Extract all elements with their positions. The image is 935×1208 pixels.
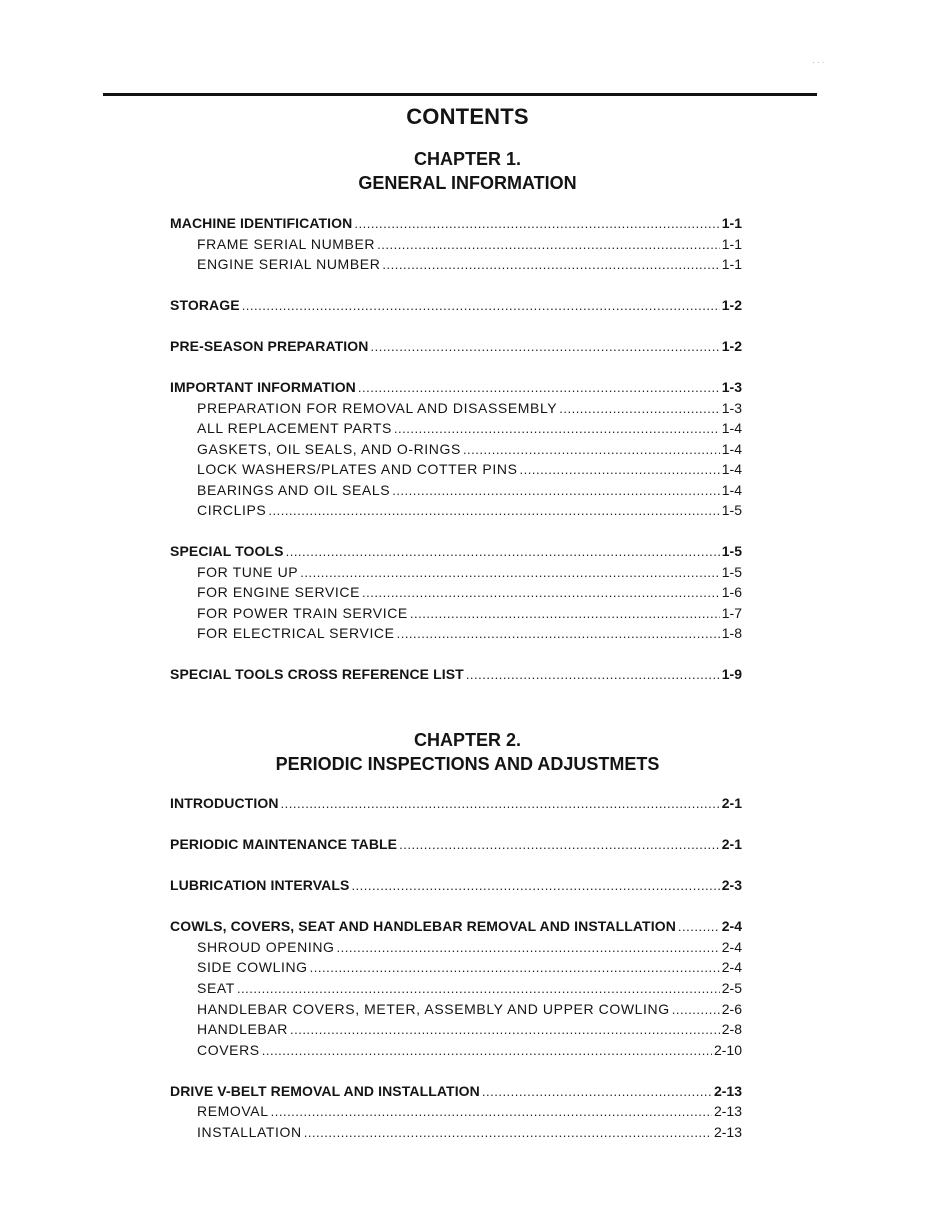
toc-entry-label: FOR ENGINE SERVICE bbox=[197, 584, 361, 600]
toc-entry-page: 1-4 bbox=[721, 461, 742, 477]
toc-entry-page: 1-2 bbox=[721, 297, 742, 313]
toc-entry-label: FRAME SERIAL NUMBER bbox=[197, 236, 376, 252]
toc-entry-page: 1-4 bbox=[721, 482, 742, 498]
toc-entry[interactable] bbox=[170, 215, 742, 235]
toc-entry[interactable] bbox=[197, 236, 742, 256]
toc-entry-label: ENGINE SERIAL NUMBER bbox=[197, 256, 381, 272]
toc-entry[interactable] bbox=[197, 461, 742, 481]
toc-entry-page: 2-6 bbox=[721, 1001, 742, 1017]
toc-entry[interactable] bbox=[170, 379, 742, 399]
leader-dots bbox=[337, 940, 720, 955]
leader-dots bbox=[268, 503, 719, 518]
leader-dots bbox=[394, 421, 720, 436]
toc-entry-label: CIRCLIPS bbox=[197, 502, 267, 518]
toc-entry-page: 2-3 bbox=[721, 877, 742, 893]
toc-entry-page: 1-4 bbox=[721, 420, 742, 436]
chapter-2-heading bbox=[0, 728, 935, 776]
toc-entry[interactable] bbox=[197, 1124, 742, 1144]
leader-dots bbox=[271, 1104, 712, 1119]
chapter-1-number: CHAPTER 1. bbox=[413, 149, 521, 169]
leader-dots bbox=[351, 878, 719, 893]
toc-entry[interactable] bbox=[197, 959, 742, 979]
toc-entry[interactable] bbox=[197, 441, 742, 461]
toc-entry-label: COWLS, COVERS, SEAT AND HANDLEBAR REMOVAL AND INSTALLATION bbox=[170, 918, 676, 934]
toc-entry-label: INSTALLATION bbox=[197, 1124, 302, 1140]
toc-entry-page: 1-3 bbox=[721, 400, 742, 416]
toc-entry-label: LOCK WASHERS/PLATES AND COTTER PINS bbox=[197, 461, 518, 477]
leader-dots bbox=[290, 1022, 720, 1037]
toc-entry[interactable] bbox=[197, 1103, 742, 1123]
toc-entry-label: FOR POWER TRAIN SERVICE bbox=[197, 605, 408, 621]
toc-entry[interactable] bbox=[197, 420, 742, 440]
toc-entry[interactable] bbox=[197, 1021, 742, 1041]
toc-entry-page: 1-5 bbox=[721, 564, 742, 580]
leader-dots bbox=[310, 960, 720, 975]
toc-entry-page: 2-1 bbox=[721, 795, 742, 811]
leader-dots bbox=[399, 837, 720, 852]
toc-entry-label: SIDE COWLING bbox=[197, 959, 308, 975]
leader-dots bbox=[672, 1002, 720, 1017]
toc-entry-page: 1-7 bbox=[721, 605, 742, 621]
leader-dots bbox=[377, 237, 720, 252]
leader-dots bbox=[242, 298, 720, 313]
toc-entry-page: 2-4 bbox=[721, 918, 742, 934]
toc-entry-label: BEARINGS AND OIL SEALS bbox=[197, 482, 391, 498]
toc-entry[interactable] bbox=[170, 877, 742, 897]
toc-entry-label: SHROUD OPENING bbox=[197, 939, 335, 955]
chapter-2-title: PERIODIC INSPECTIONS AND ADJUSTMETS bbox=[275, 754, 660, 774]
leader-dots bbox=[678, 919, 720, 934]
toc-entry-page: 2-13 bbox=[713, 1124, 742, 1140]
toc-entry-label: STORAGE bbox=[170, 297, 240, 313]
toc-entry-page: 1-3 bbox=[721, 379, 742, 395]
toc-entry-page: 2-13 bbox=[713, 1103, 742, 1119]
leader-dots bbox=[362, 585, 720, 600]
toc-entry[interactable] bbox=[197, 1001, 742, 1021]
toc-entry[interactable] bbox=[170, 338, 742, 358]
toc-entry-label: HANDLEBAR bbox=[197, 1021, 288, 1037]
toc-entry[interactable] bbox=[197, 482, 742, 502]
toc-entry-label: COVERS bbox=[197, 1042, 260, 1058]
toc-entry[interactable] bbox=[197, 625, 742, 645]
toc-entry-page: 2-1 bbox=[721, 836, 742, 852]
chapter-2-number: CHAPTER 2. bbox=[413, 730, 521, 750]
leader-dots bbox=[559, 401, 720, 416]
chapter-1-title: GENERAL INFORMATION bbox=[358, 173, 577, 193]
toc-entry[interactable] bbox=[170, 836, 742, 856]
toc-entry-label: IMPORTANT INFORMATION bbox=[170, 379, 356, 395]
toc-entry-page: 2-4 bbox=[721, 939, 742, 955]
leader-dots bbox=[466, 667, 720, 682]
leader-dots bbox=[397, 626, 720, 641]
toc-entry[interactable] bbox=[197, 584, 742, 604]
toc-entry-label: SPECIAL TOOLS bbox=[170, 543, 284, 559]
toc-entry-page: 2-13 bbox=[713, 1083, 742, 1099]
toc-entry-page: 2-10 bbox=[713, 1042, 742, 1058]
leader-dots bbox=[286, 544, 720, 559]
toc-entry[interactable] bbox=[197, 1042, 742, 1062]
leader-dots bbox=[370, 339, 719, 354]
toc-entry-label: DRIVE V-BELT REMOVAL AND INSTALLATION bbox=[170, 1083, 480, 1099]
toc-entry[interactable] bbox=[170, 297, 742, 317]
toc-entry[interactable] bbox=[197, 400, 742, 420]
page-title: CONTENTS bbox=[406, 104, 529, 129]
toc-entry[interactable] bbox=[170, 795, 742, 815]
leader-dots bbox=[354, 216, 719, 231]
toc-entry[interactable] bbox=[170, 666, 742, 686]
toc-entry-page: 1-2 bbox=[721, 338, 742, 354]
toc-entry-label: REMOVAL bbox=[197, 1103, 269, 1119]
toc-entry-page: 1-1 bbox=[721, 215, 742, 231]
toc-entry[interactable] bbox=[170, 1083, 742, 1103]
toc-entry[interactable] bbox=[170, 918, 742, 938]
leader-dots bbox=[300, 565, 720, 580]
leader-dots bbox=[262, 1043, 712, 1058]
leader-dots bbox=[482, 1084, 712, 1099]
toc-entry[interactable] bbox=[197, 502, 742, 522]
toc-entry-label: FOR TUNE UP bbox=[197, 564, 299, 580]
toc-entry[interactable] bbox=[197, 564, 742, 584]
leader-dots bbox=[358, 380, 720, 395]
leader-dots bbox=[463, 442, 720, 457]
leader-dots bbox=[304, 1125, 712, 1140]
toc-entry[interactable] bbox=[170, 543, 742, 563]
toc-entry-label: PRE-SEASON PREPARATION bbox=[170, 338, 369, 354]
toc-entry-page: 1-5 bbox=[721, 502, 742, 518]
chapter-1-heading bbox=[0, 147, 935, 195]
toc-entry-page: 1-9 bbox=[721, 666, 742, 682]
toc-entry-label: GASKETS, OIL SEALS, AND O-RINGS bbox=[197, 441, 461, 457]
toc-entry-label: SPECIAL TOOLS CROSS REFERENCE LIST bbox=[170, 666, 464, 682]
corner-mark: · · · bbox=[812, 58, 825, 67]
leader-dots bbox=[382, 257, 719, 272]
toc-entry-page: 2-8 bbox=[721, 1021, 742, 1037]
toc-entry-label: HANDLEBAR COVERS, METER, ASSEMBLY AND UPPER COWLING bbox=[197, 1001, 670, 1017]
leader-dots bbox=[410, 606, 720, 621]
toc-entry-page: 2-5 bbox=[721, 980, 742, 996]
toc-entry-label: FOR ELECTRICAL SERVICE bbox=[197, 625, 395, 641]
toc-entry-label: LUBRICATION INTERVALS bbox=[170, 877, 350, 893]
toc-entry-label: PREPARATION FOR REMOVAL AND DISASSEMBLY bbox=[197, 400, 558, 416]
leader-dots bbox=[281, 796, 720, 811]
toc-entry-label: ALL REPLACEMENT PARTS bbox=[197, 420, 392, 436]
toc-entry-label: SEAT bbox=[197, 980, 235, 996]
leader-dots bbox=[392, 483, 720, 498]
toc-entry-page: 1-1 bbox=[721, 256, 742, 272]
toc-entry[interactable] bbox=[197, 939, 742, 959]
toc-entry-page: 1-5 bbox=[721, 543, 742, 559]
leader-dots bbox=[237, 981, 720, 996]
toc-entry-page: 1-6 bbox=[721, 584, 742, 600]
leader-dots bbox=[520, 462, 720, 477]
toc-entry-page: 2-4 bbox=[721, 959, 742, 975]
header-rule bbox=[103, 93, 817, 96]
toc-entry[interactable] bbox=[197, 605, 742, 625]
toc-entry[interactable] bbox=[197, 980, 742, 1000]
toc-entry-page: 1-8 bbox=[721, 625, 742, 641]
toc-entry-page: 1-4 bbox=[721, 441, 742, 457]
toc-entry[interactable] bbox=[197, 256, 742, 276]
toc-entry-label: PERIODIC MAINTENANCE TABLE bbox=[170, 836, 398, 852]
toc-entry-page: 1-1 bbox=[721, 236, 742, 252]
toc-entry-label: MACHINE IDENTIFICATION bbox=[170, 215, 353, 231]
toc-entry-label: INTRODUCTION bbox=[170, 795, 279, 811]
